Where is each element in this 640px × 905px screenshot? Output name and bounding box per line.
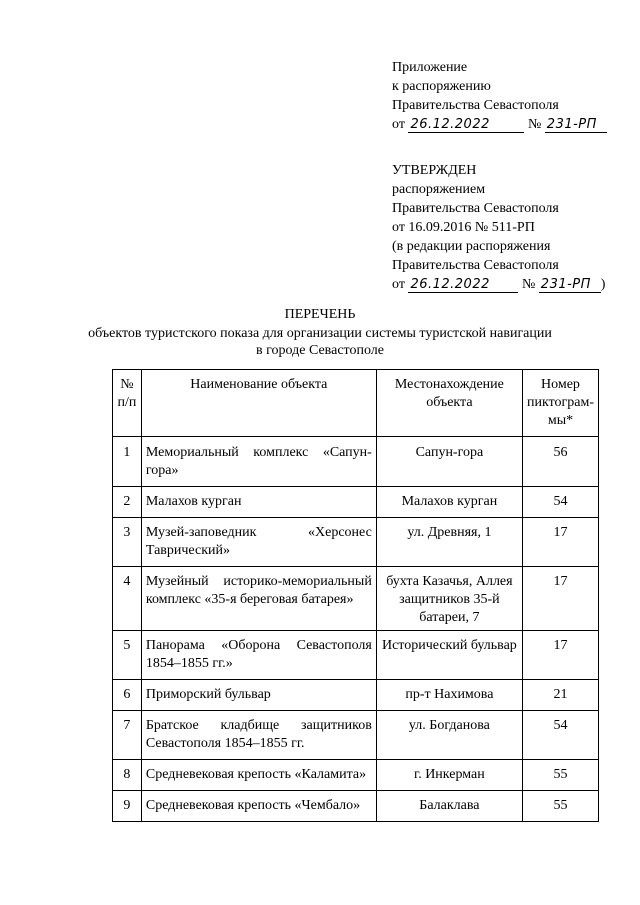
- table-row: [113, 680, 599, 711]
- document-subtitle-city: в городе Севастополе: [256, 343, 384, 358]
- annex-block: [392, 58, 607, 134]
- approval-line: (в редакции распоряжения: [392, 239, 551, 254]
- annex-date-line: [392, 115, 607, 134]
- approval-line: от 16.09.2016 № 511-РП: [392, 220, 535, 235]
- row-location: Малахов курган: [376, 487, 522, 518]
- date-prefix: от: [392, 117, 405, 132]
- row-name: Братское кладбище защитников Севастополя 1854–1855 гг.: [141, 711, 376, 760]
- row-number: 2: [113, 487, 142, 518]
- row-pictogram: 17: [522, 631, 598, 680]
- table-row: [113, 437, 599, 487]
- row-pictogram: 54: [522, 487, 598, 518]
- row-number: 8: [113, 760, 142, 791]
- row-location: бухта Казачья, Аллея защитников 35-й батареи, 7: [376, 567, 522, 631]
- row-pictogram: 55: [522, 760, 598, 791]
- handwritten-date: 26.12.2022: [408, 117, 524, 133]
- row-name: Мемориальный комплекс «Сапун-гора»: [141, 437, 376, 487]
- row-number: 5: [113, 631, 142, 680]
- row-location: Балаклава: [376, 791, 522, 822]
- approval-line: распоряжением: [392, 182, 486, 197]
- approval-heading: УТВЕРЖДЕН: [392, 163, 477, 178]
- row-name: Приморский бульвар: [141, 680, 376, 711]
- row-location: Сапун-гора: [376, 437, 522, 487]
- table-header-row: [113, 370, 599, 437]
- approval-date-line: [392, 275, 605, 294]
- row-location: пр-т Нахимова: [376, 680, 522, 711]
- number-prefix: №: [521, 277, 536, 292]
- header-name: Наименование объекта: [141, 370, 376, 437]
- annex-line: к распоряжению: [392, 79, 491, 94]
- row-number: 7: [113, 711, 142, 760]
- row-pictogram: 17: [522, 518, 598, 567]
- row-name: Музейный историко-мемориальный комплекс «35-я береговая батарея»: [141, 567, 376, 631]
- approval-line: Правительства Севастополя: [392, 258, 559, 273]
- row-location: г. Инкерман: [376, 760, 522, 791]
- header-location: Местонахождение объекта: [376, 370, 522, 437]
- document-title: ПЕРЕЧЕНЬ: [284, 307, 356, 322]
- handwritten-number: 231-РП: [539, 277, 601, 293]
- row-pictogram: 17: [522, 567, 598, 631]
- number-prefix: №: [527, 117, 542, 132]
- annex-line: Правительства Севастополя: [392, 98, 559, 113]
- row-pictogram: 54: [522, 711, 598, 760]
- header-pictogram: Номер пиктограм-мы*: [522, 370, 598, 437]
- row-number: 9: [113, 791, 142, 822]
- row-name: Средневековая крепость «Чембало»: [141, 791, 376, 822]
- row-location: ул. Древняя, 1: [376, 518, 522, 567]
- row-name: Средневековая крепость «Каламита»: [141, 760, 376, 791]
- row-name: Малахов курган: [141, 487, 376, 518]
- table-row: [113, 518, 599, 567]
- row-pictogram: 55: [522, 791, 598, 822]
- table-row: [113, 791, 599, 822]
- date-prefix: от: [392, 277, 405, 292]
- row-name: Панорама «Оборона Севастополя 1854–1855 гг.»: [141, 631, 376, 680]
- row-pictogram: 21: [522, 680, 598, 711]
- objects-table: [112, 369, 599, 822]
- closing-parenthesis: ): [600, 277, 606, 292]
- approval-block: [392, 161, 605, 294]
- row-pictogram: 56: [522, 437, 598, 487]
- handwritten-number: 231-РП: [545, 117, 607, 133]
- approval-line: Правительства Севастополя: [392, 201, 559, 216]
- row-location: Исторический бульвар: [376, 631, 522, 680]
- table-row: [113, 567, 599, 631]
- row-name: Музей-заповедник «Херсонес Таврический»: [141, 518, 376, 567]
- row-number: 1: [113, 437, 142, 487]
- table-row: [113, 487, 599, 518]
- row-number: 3: [113, 518, 142, 567]
- table-row: [113, 760, 599, 791]
- table-row: [113, 711, 599, 760]
- row-number: 6: [113, 680, 142, 711]
- annex-line: Приложение: [392, 60, 468, 75]
- handwritten-date: 26.12.2022: [408, 277, 518, 293]
- header-number: № п/п: [113, 370, 142, 437]
- table-row: [113, 631, 599, 680]
- row-location: ул. Богданова: [376, 711, 522, 760]
- document-subtitle: объектов туристского показа для организации системы туристской навигации: [88, 326, 552, 341]
- row-number: 4: [113, 567, 142, 631]
